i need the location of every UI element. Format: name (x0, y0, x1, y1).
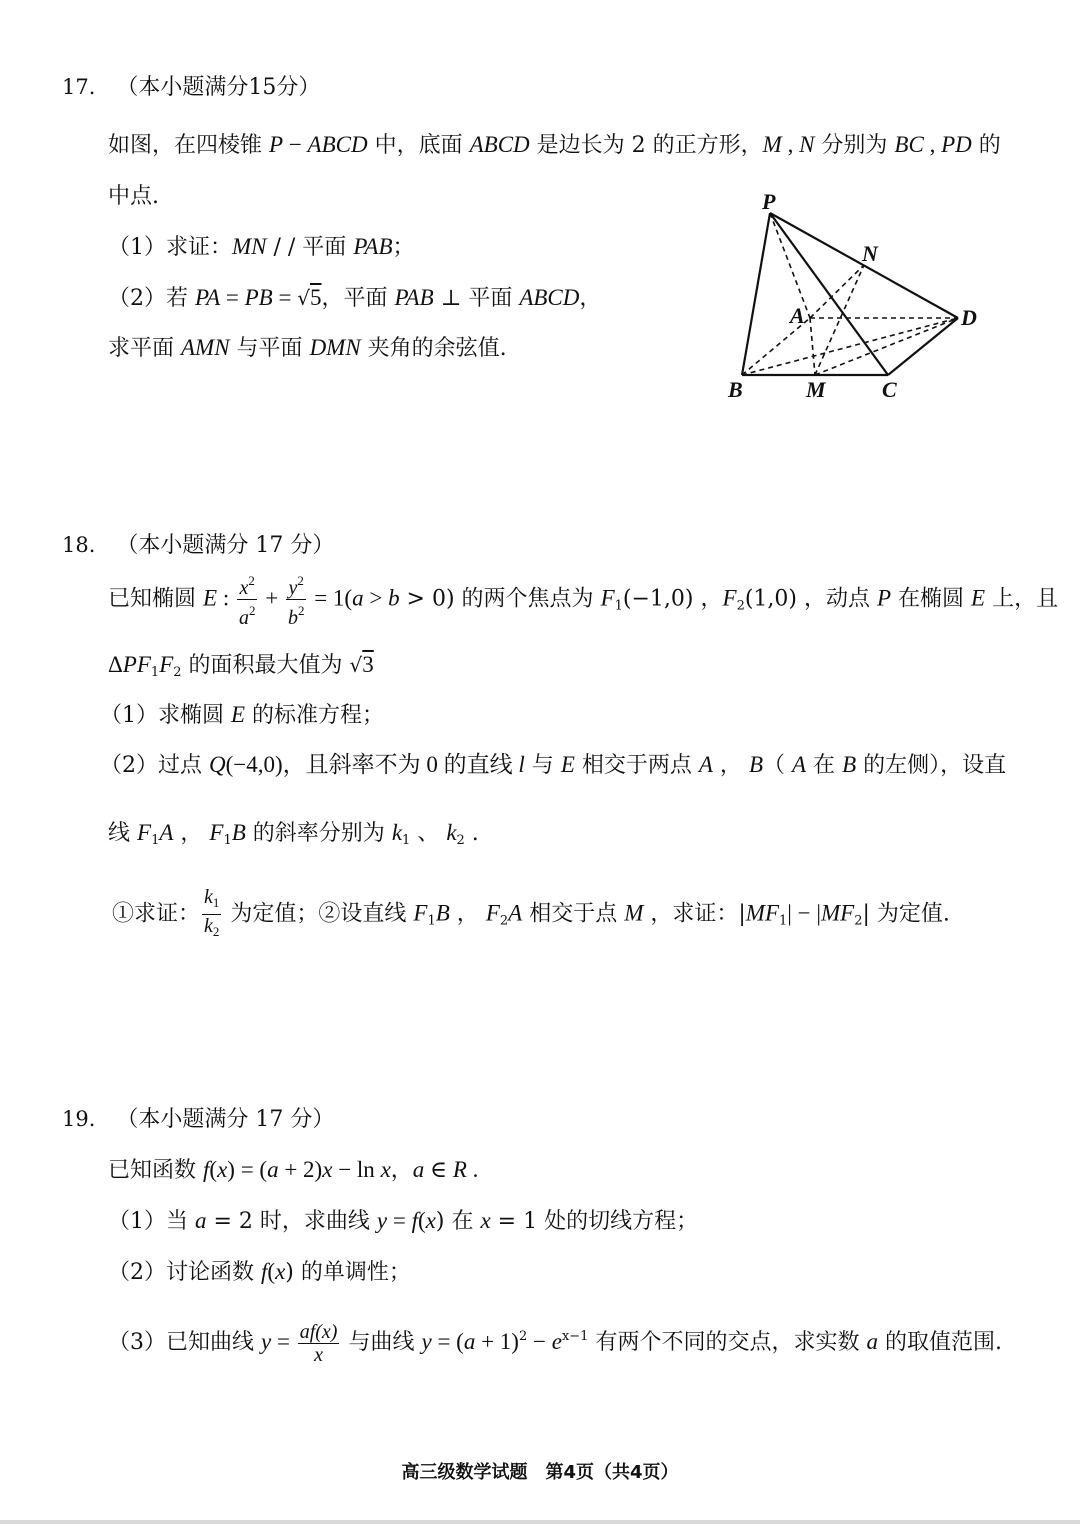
exponent: x−1 (561, 1329, 589, 1344)
exponent: 2 (248, 573, 255, 588)
segment-AN (810, 265, 864, 318)
math: , (923, 132, 942, 157)
text: 相交于两点 (574, 753, 699, 778)
text: 已知函数 (108, 1158, 203, 1183)
math: k (391, 820, 403, 845)
text: （1）求椭圆 (100, 703, 231, 728)
text: （2）若 (108, 286, 195, 311)
edge-CD (888, 318, 958, 375)
q19-part1 (108, 1206, 698, 1237)
math: N (799, 132, 815, 157)
math: B (842, 752, 857, 777)
text: 分别为 (814, 133, 895, 158)
math: x (217, 1157, 228, 1182)
subscript: 2 (499, 913, 509, 929)
math: MF (820, 900, 855, 926)
text: ； (392, 235, 415, 260)
exponent: 2 (297, 603, 305, 618)
math: ) = ( (227, 1157, 268, 1182)
text: （3）已知曲线 (108, 1330, 261, 1355)
subscript: 2 (736, 598, 745, 614)
text: (−1,0) ， (622, 586, 723, 612)
math: = 1( (308, 585, 353, 611)
label-P: P (762, 189, 776, 214)
label-B: B (728, 377, 743, 402)
math: af(x) (299, 1320, 338, 1343)
exponent: 2 (248, 603, 256, 618)
text: / / 平面 (266, 235, 354, 260)
text: 与曲线 (341, 1330, 422, 1355)
math: y (288, 577, 298, 599)
math: 5 (309, 285, 322, 310)
math: P (876, 585, 892, 611)
math: x (380, 1157, 391, 1182)
fraction-x2-a2 (237, 570, 258, 629)
text: ， (390, 1158, 413, 1183)
math: F (209, 820, 224, 845)
math: F (600, 585, 615, 611)
q19-score: （本小题满分 17 分） (116, 1107, 335, 1132)
text: 为定值；②设直线 (223, 901, 414, 927)
label-D: D (961, 305, 977, 330)
math: F (485, 900, 500, 926)
subscript: 1 (223, 833, 232, 848)
math: ABCD (519, 285, 580, 310)
text: ，平面 (321, 286, 395, 311)
math: A (159, 820, 174, 845)
q18-statement-line1 (108, 570, 1058, 632)
subscript: 2 (456, 833, 465, 848)
math: x (314, 1343, 324, 1366)
math: ( (418, 1208, 426, 1233)
math: k (446, 820, 457, 845)
text: 、 (410, 821, 447, 846)
math: a (267, 1157, 279, 1182)
math: M (762, 132, 782, 157)
math: A (792, 752, 807, 777)
math: ( (267, 1259, 276, 1284)
text: 如图，在四棱锥 (108, 133, 269, 158)
segment-MD (815, 318, 958, 375)
text: . (464, 821, 479, 846)
text: = 1 处的切线方程； (490, 1209, 699, 1234)
math: Q (209, 752, 226, 777)
subscript: 2 (854, 913, 863, 929)
subscript: 1 (779, 913, 788, 929)
math: PAB (353, 234, 393, 259)
q18-title (62, 530, 334, 561)
math: k (204, 886, 213, 908)
subscript: 1 (402, 833, 411, 848)
q19-title (62, 1104, 334, 1135)
text: 的取值范围. (877, 1330, 1002, 1355)
math: b (287, 607, 298, 629)
label-N: N (862, 241, 878, 266)
bottom-edge (0, 1520, 1080, 1524)
q17-statement-line2: 中点. (108, 184, 159, 209)
math: MN (232, 234, 267, 259)
text: 夹角的余弦值. (360, 336, 507, 361)
math: k (204, 915, 213, 937)
math: PF (122, 652, 151, 677)
q18-part2 (100, 750, 1006, 781)
math: x (322, 1157, 333, 1182)
q19-part3 (108, 1312, 1002, 1368)
math: y (421, 1329, 432, 1354)
page-footer: 高三级数学试题 第4页（共4页） (401, 1462, 679, 1483)
math: (−4,0)，且斜率不为 0 的直线 (225, 752, 519, 777)
subscript: 2 (212, 924, 220, 939)
math: f (261, 1259, 268, 1284)
text: （2）讨论函数 (108, 1260, 261, 1285)
q18-statement-line2 (108, 650, 374, 688)
math: B (748, 752, 763, 777)
math: Δ (108, 652, 123, 677)
fraction-af-x (298, 1321, 340, 1366)
exponent: 2 (297, 573, 304, 588)
math: F (413, 900, 428, 926)
segment-AM (810, 318, 815, 375)
pyramid-figure (700, 185, 1000, 405)
sqrt-symbol: √ (297, 286, 310, 310)
text: 在 (806, 753, 843, 778)
edge-PC (770, 213, 888, 375)
q18-part2-cont (108, 818, 479, 856)
text: （ (763, 753, 792, 778)
math: y (376, 1208, 388, 1233)
fraction-k1-k2 (202, 886, 221, 943)
math: a (463, 1329, 476, 1354)
q17-number: 17. (62, 75, 96, 99)
math: : (217, 585, 235, 611)
segment-BD (742, 318, 958, 375)
text: > 0) 的两个焦点为 (399, 586, 601, 612)
math: PA (195, 285, 221, 310)
math: AMN (181, 335, 230, 360)
math: F (159, 652, 174, 677)
math: + (259, 585, 284, 611)
math: M (624, 900, 644, 926)
math: − (527, 1329, 552, 1354)
math: f (411, 1208, 418, 1233)
text: ， (449, 901, 486, 927)
label-M: M (806, 377, 826, 402)
text: 的标准方程； (245, 703, 385, 728)
math: F (722, 585, 737, 611)
text: 的面积最大值为 (181, 653, 350, 678)
text: ， (712, 753, 749, 778)
math: PAB (394, 285, 434, 310)
subscript: 1 (151, 833, 160, 848)
math: a (238, 607, 249, 629)
subscript: 1 (150, 665, 160, 680)
math: E (203, 585, 218, 611)
text: 与 (524, 753, 561, 778)
math: | − | (787, 900, 821, 926)
q17-title (62, 72, 320, 103)
math: = (387, 1208, 412, 1233)
text: 上，且 (985, 586, 1059, 612)
math: = ( (431, 1329, 464, 1354)
text: 的左侧），设直 (856, 753, 1007, 778)
text: 已知椭圆 (108, 586, 203, 612)
label-A: A (790, 303, 805, 328)
text: ①求证： (112, 901, 201, 927)
subscript: 2 (173, 665, 182, 680)
q19-statement (108, 1155, 478, 1186)
math: a (866, 1329, 878, 1354)
math: ∈ (424, 1157, 453, 1182)
math: 3 (362, 652, 374, 677)
text: ) 的单调性； (285, 1260, 411, 1285)
text: （1）求证： (108, 235, 232, 260)
math: f (203, 1157, 210, 1182)
text: ) 在 (435, 1209, 481, 1234)
text: 与平面 (229, 336, 310, 361)
edge-PB (742, 213, 770, 375)
math: = (271, 1329, 296, 1354)
math: = (220, 285, 245, 310)
math: PB (244, 285, 273, 310)
math: R (452, 1157, 467, 1182)
q17-part2 (108, 283, 601, 314)
math: F (137, 820, 152, 845)
math: . (466, 1157, 479, 1182)
text: ， (173, 821, 210, 846)
math: A (508, 900, 523, 926)
math: a (352, 585, 364, 611)
text: ，求证：| (643, 901, 746, 927)
math: BC (894, 132, 924, 157)
math: DMN (309, 335, 361, 360)
math: E (231, 702, 246, 727)
q18-part1 (100, 700, 384, 731)
text: 线 (108, 821, 137, 846)
q17-score: （本小题满分15分） (116, 75, 321, 100)
math: > (363, 585, 389, 611)
text: 中，底面 (367, 133, 470, 158)
math: x (480, 1208, 491, 1233)
label-C: C (882, 377, 897, 402)
text: 有两个不同的交点，求实数 (588, 1330, 867, 1355)
text: 是边长为 2 的正方形， (529, 133, 763, 158)
math: A (698, 752, 713, 777)
math: e (551, 1329, 562, 1354)
math: = (272, 285, 298, 310)
math: a (195, 1208, 207, 1233)
math: P (269, 132, 284, 157)
math: B (231, 820, 246, 845)
math: − ln (332, 1157, 381, 1182)
math: , (781, 132, 800, 157)
exponent: 2 (518, 1329, 528, 1344)
text: 在椭圆 (891, 586, 972, 612)
subscript: 1 (212, 895, 220, 910)
text: ， (579, 286, 602, 311)
text: 相交于点 (522, 901, 625, 927)
math: a (412, 1157, 425, 1182)
q18-part2-subquestions (112, 886, 950, 947)
math: y (261, 1329, 272, 1354)
q17-part1 (108, 232, 415, 263)
subscript: 1 (614, 598, 623, 614)
segment-MN (815, 265, 864, 375)
math: ABCD (307, 132, 368, 157)
sqrt-symbol: √ (349, 653, 363, 677)
math: x (425, 1208, 436, 1233)
math: l (518, 752, 525, 777)
text: 的 (971, 133, 1001, 158)
text: (1,0) ，动点 (744, 586, 877, 612)
fraction-y2-b2 (286, 570, 307, 629)
math: − (283, 132, 308, 157)
math: x (239, 577, 249, 599)
text: 求平面 (108, 336, 181, 361)
subscript: 1 (427, 913, 436, 929)
math: + 1) (475, 1329, 519, 1354)
text: ⊥ 平面 (433, 286, 520, 311)
math: + 2) (278, 1157, 323, 1182)
math: ( (209, 1157, 218, 1182)
q19-part2 (108, 1257, 411, 1288)
math: MF (745, 900, 780, 926)
q18-score: （本小题满分 17 分） (116, 533, 335, 558)
math: x (275, 1259, 286, 1284)
text: = 2 时，求曲线 (206, 1209, 377, 1234)
q17-part2-cont (108, 333, 507, 364)
text: | 为定值. (862, 901, 950, 927)
text: （1）当 (108, 1209, 195, 1234)
math: ABCD (469, 132, 530, 157)
text: 的斜率分别为 (245, 821, 392, 846)
q19-number: 19. (62, 1107, 96, 1131)
text: （2）过点 (100, 753, 209, 778)
q17-statement-line1 (108, 130, 1001, 161)
math: E (560, 752, 575, 777)
math: E (971, 585, 986, 611)
math: b (388, 585, 400, 611)
q18-number: 18. (62, 533, 96, 557)
math: B (435, 900, 450, 926)
math: PD (941, 132, 972, 157)
